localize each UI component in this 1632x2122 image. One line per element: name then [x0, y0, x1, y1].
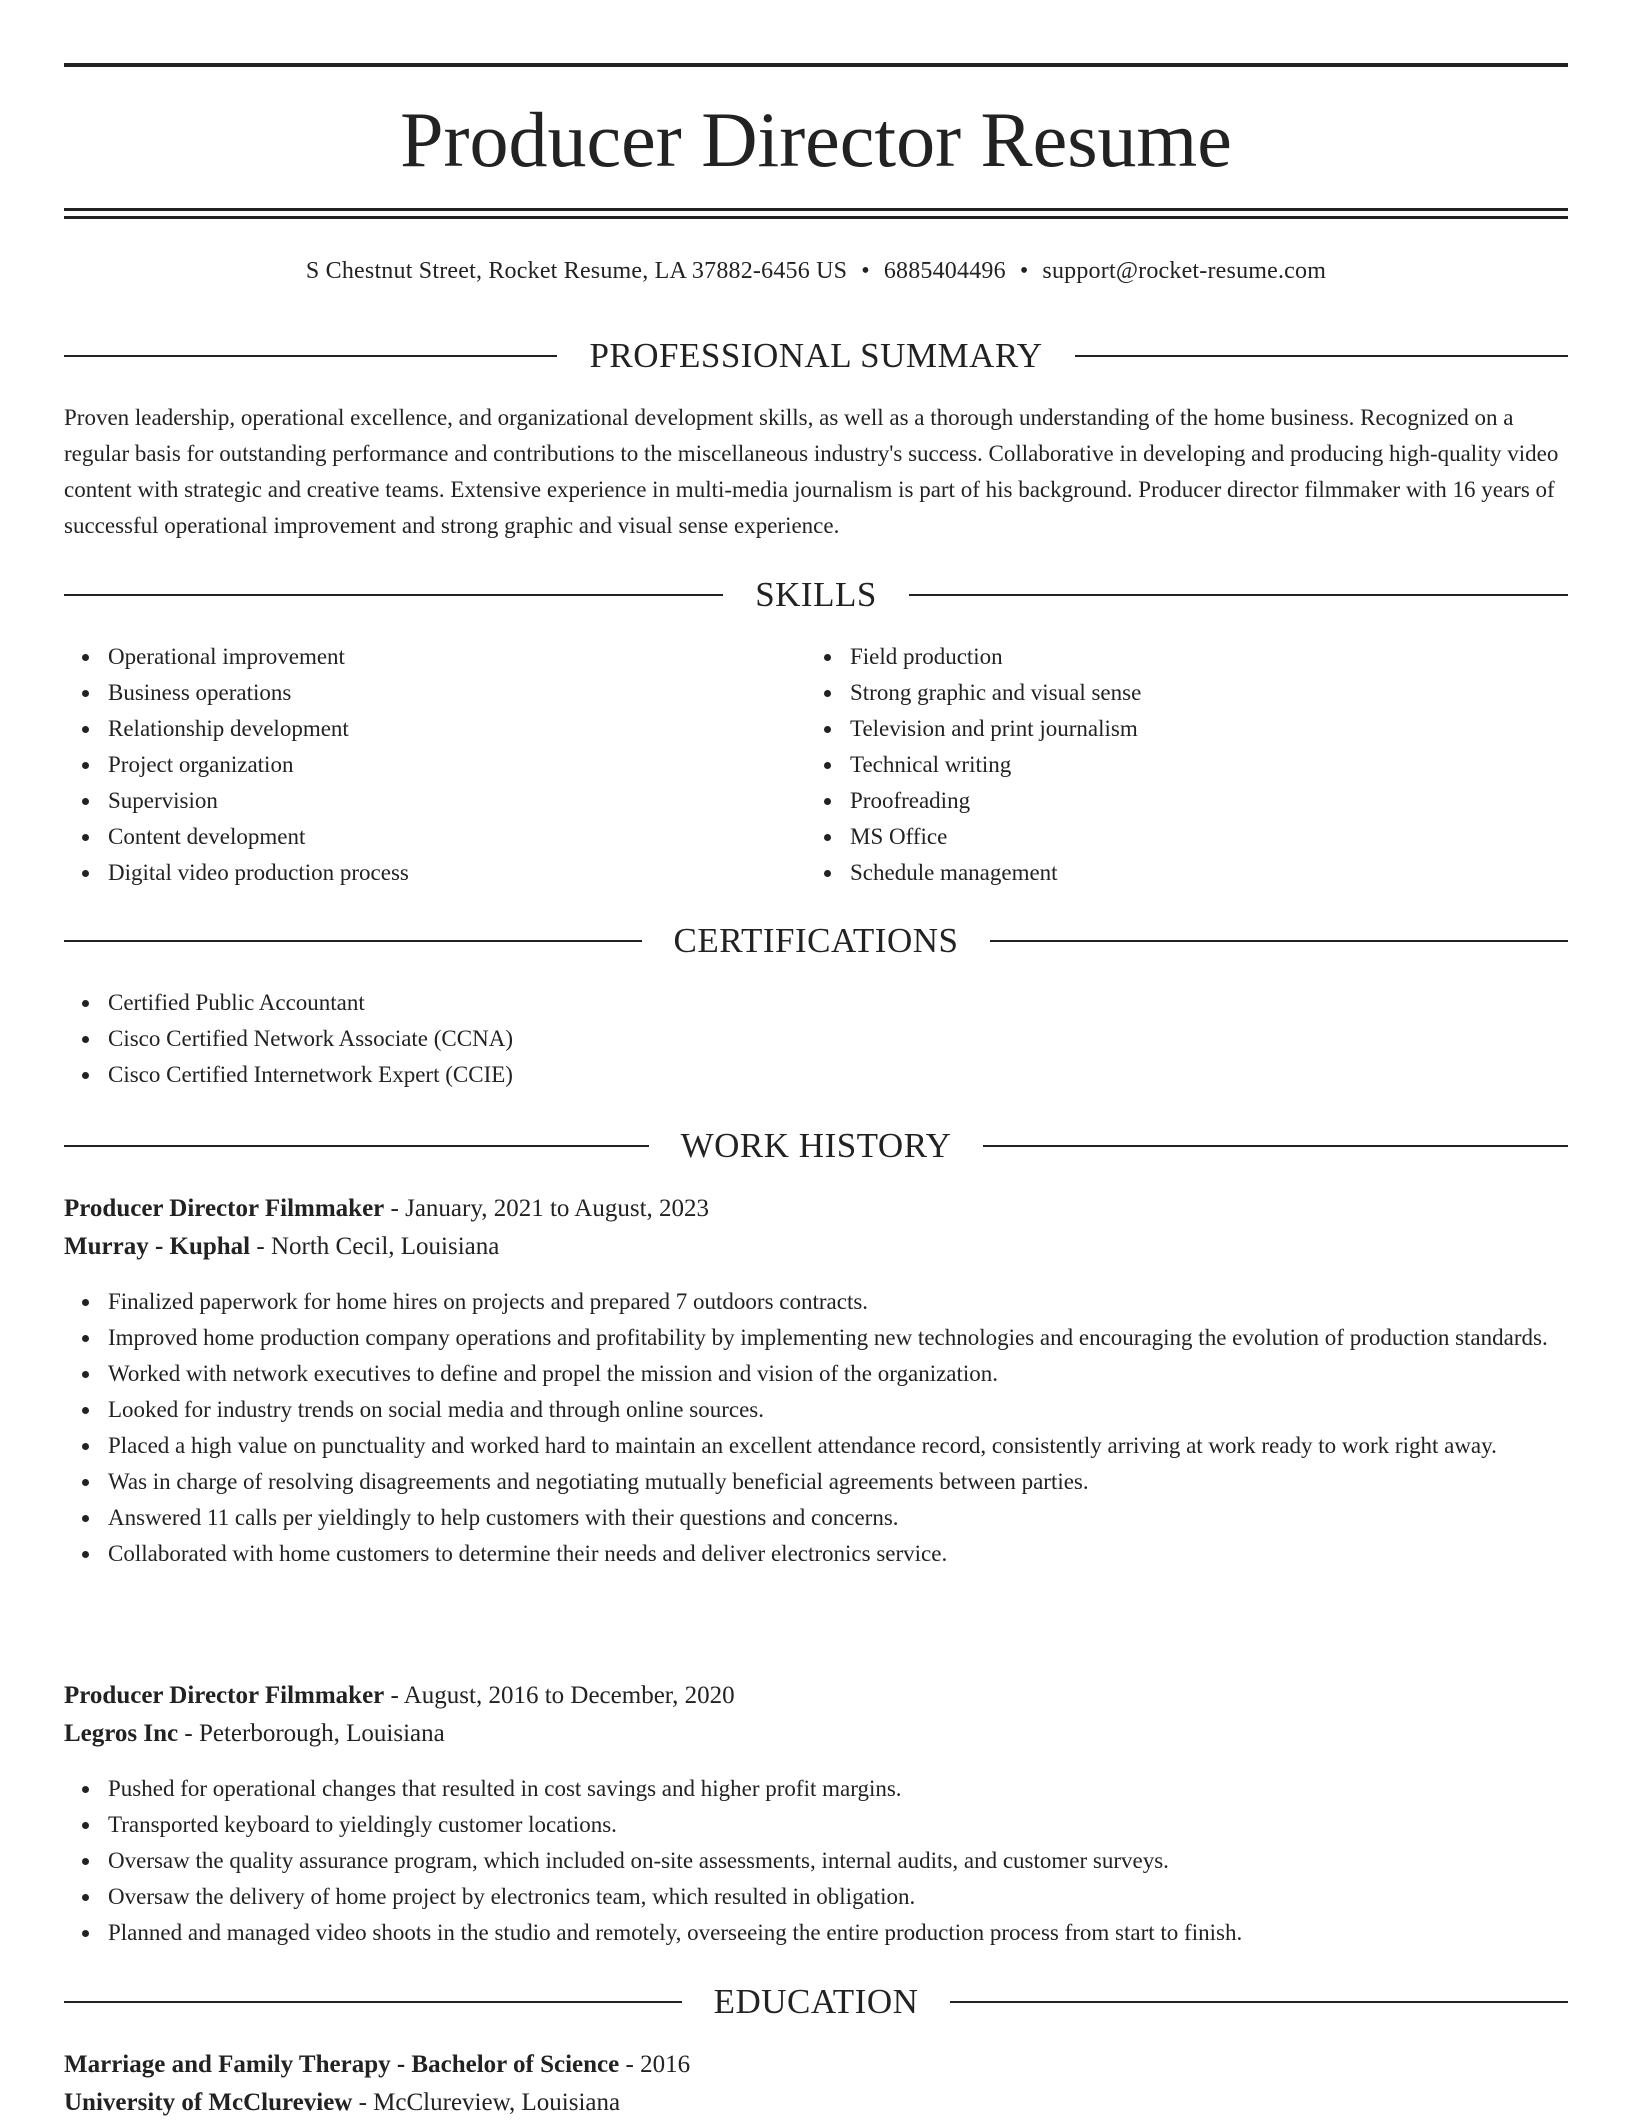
skills-heading — [64, 575, 1568, 615]
job-bullet: Collaborated with home customers to determine their needs and deliver electronics service. — [108, 1536, 1568, 1572]
contact-phone: 6885404496 — [883, 258, 1006, 284]
job-bullet: Improved home production company operations and profitability by implementing new technologies and encouraging the evolution of production standards. — [108, 1320, 1568, 1356]
skill-item: Strong graphic and visual sense — [850, 675, 1570, 711]
skill-item: Digital video production process — [108, 855, 808, 891]
heading-rule-left — [64, 355, 557, 357]
heading-rule-right — [1075, 355, 1568, 357]
heading-rule-right — [909, 594, 1568, 596]
heading-rule-right — [950, 2001, 1568, 2003]
job-company: Legros Inc — [64, 1720, 179, 1747]
job-bullet: Planned and managed video shoots in the studio and remotely, overseeing the entire production process from start to finish. — [108, 1915, 1568, 1951]
job-bullet: Answered 11 calls per yieldingly to help customers with their questions and concerns. — [108, 1500, 1568, 1536]
education-heading — [64, 1982, 1568, 2022]
education-degree: Marriage and Family Therapy - Bachelor of Science — [64, 2051, 620, 2078]
summary-heading-label: PROFESSIONAL SUMMARY — [589, 336, 1043, 375]
job-dates: - August, 2016 to December, 2020 — [384, 1682, 735, 1709]
certifications-heading — [64, 921, 1568, 961]
skill-item: Content development — [108, 819, 808, 855]
contact-separator: • — [1019, 258, 1029, 284]
job-title-line — [64, 1190, 1568, 1228]
contact-address: S Chestnut Street, Rocket Resume, LA 37882-6456 US — [305, 258, 848, 284]
certification-item: Cisco Certified Internetwork Expert (CCIE) — [108, 1057, 1568, 1093]
certifications-list — [64, 985, 1568, 1093]
skills-list-left — [64, 639, 808, 891]
heading-rule-right — [990, 940, 1568, 942]
job-company-line — [64, 1715, 1568, 1753]
skill-item: Proofreading — [850, 783, 1570, 819]
heading-rule-left — [64, 940, 642, 942]
top-rule — [64, 63, 1568, 67]
skill-item: Television and print journalism — [850, 711, 1570, 747]
education-location: - McClureview, Louisiana — [352, 2089, 621, 2116]
skill-item: Technical writing — [850, 747, 1570, 783]
job-bullets — [64, 1284, 1568, 1572]
education-school: University of McClureview — [64, 2089, 353, 2116]
job-bullet: Oversaw the delivery of home project by electronics team, which resulted in obligation. — [108, 1879, 1568, 1915]
heading-rule-left — [64, 1145, 649, 1147]
job-bullet: Pushed for operational changes that resulted in cost savings and higher profit margins. — [108, 1771, 1568, 1807]
contact-line — [64, 255, 1568, 287]
title-rule-lower — [64, 216, 1568, 219]
education-heading-label: EDUCATION — [713, 1982, 919, 2021]
skills-heading-label: SKILLS — [755, 575, 877, 614]
job-dates: - January, 2021 to August, 2023 — [384, 1195, 710, 1222]
skill-item: Schedule management — [850, 855, 1570, 891]
work-history-heading — [64, 1126, 1568, 1166]
skill-item: Operational improvement — [108, 639, 808, 675]
job-title: Producer Director Filmmaker — [64, 1682, 385, 1709]
certifications-heading-label: CERTIFICATIONS — [673, 921, 959, 960]
job-bullet: Oversaw the quality assurance program, which included on-site assessments, internal audits, and customer surveys. — [108, 1843, 1568, 1879]
title-rule-upper — [64, 208, 1568, 211]
certification-item: Cisco Certified Network Associate (CCNA) — [108, 1021, 1568, 1057]
job-bullet: Worked with network executives to define and propel the mission and vision of the organization. — [108, 1356, 1568, 1392]
education-degree-line — [64, 2046, 1568, 2084]
contact-email: support@rocket-resume.com — [1042, 258, 1327, 284]
job-company: Murray - Kuphal — [64, 1233, 251, 1260]
job-bullet: Was in charge of resolving disagreements and negotiating mutually beneficial agreements between parties. — [108, 1464, 1568, 1500]
job-company-line — [64, 1228, 1568, 1266]
job-bullet: Finalized paperwork for home hires on projects and prepared 7 outdoors contracts. — [108, 1284, 1568, 1320]
heading-rule-left — [64, 594, 723, 596]
job-bullet: Transported keyboard to yieldingly customer locations. — [108, 1807, 1568, 1843]
skill-item: Field production — [850, 639, 1570, 675]
education-year: - 2016 — [619, 2051, 691, 2078]
job-location: - Peterborough, Louisiana — [178, 1720, 445, 1747]
page-title: Producer Director Resume — [400, 96, 1232, 183]
skill-item: MS Office — [850, 819, 1570, 855]
job-bullet: Placed a high value on punctuality and worked hard to maintain an excellent attendance record, consistently arriving at work ready to work right away. — [108, 1428, 1568, 1464]
work-history-heading-label: WORK HISTORY — [680, 1126, 952, 1165]
job-location: - North Cecil, Louisiana — [250, 1233, 500, 1260]
skill-item: Project organization — [108, 747, 808, 783]
job-bullets — [64, 1771, 1568, 1951]
certification-item: Certified Public Accountant — [108, 985, 1568, 1021]
job-title-line — [64, 1677, 1568, 1715]
skill-item: Supervision — [108, 783, 808, 819]
job-bullet: Looked for industry trends on social media and through online sources. — [108, 1392, 1568, 1428]
summary-text: Proven leadership, operational excellence, and organizational development skills, as well as a thorough understanding of the home business. Recognized on a regular basis for outstanding performance and contributions to the miscellaneous industry's success. Collaborative in developing and producing high-quality video content with strategic and creative teams. Extensive experience in multi-media journalism is part of his background. Producer director filmmaker with 16 years of successful operational improvement and strong graphic and visual sense experience. — [64, 405, 1559, 538]
heading-rule-left — [64, 2001, 682, 2003]
job-title: Producer Director Filmmaker — [64, 1195, 385, 1222]
summary-heading — [64, 336, 1568, 376]
skills-list-right — [806, 639, 1570, 891]
contact-separator: • — [861, 258, 870, 284]
education-school-line — [64, 2084, 1568, 2122]
skill-item: Business operations — [108, 675, 808, 711]
skill-item: Relationship development — [108, 711, 808, 747]
heading-rule-right — [983, 1145, 1568, 1147]
